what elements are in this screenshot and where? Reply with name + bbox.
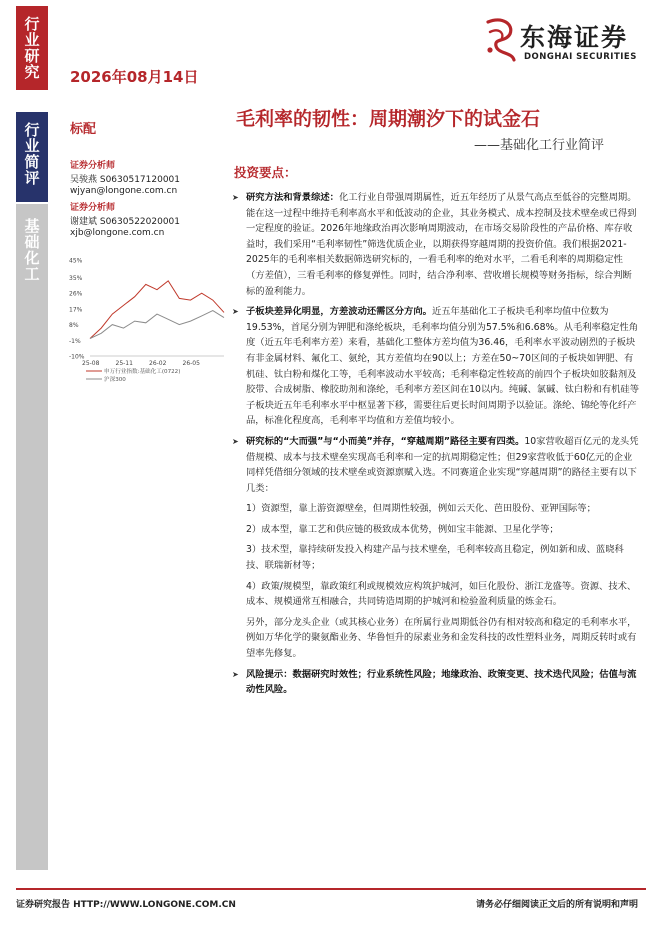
x-tick-label: 26-02 [149,360,167,367]
footer-left: 证券研究报告 HTTP://WWW.LONGONE.COM.CN [16,900,236,910]
logo-text-en: DONGHAI SECURITIES [524,52,637,62]
bullet-arrow-icon: ➤ [232,669,239,679]
x-tick-label: 25-11 [115,360,133,367]
path-item: 3）技术型，靠持续研发投入构建产品与技术壁垒，毛利率较高且稳定，例如新和成、蓝晓科技、联瑞新材等； [246,544,624,572]
bullet-text: 近五年基础化工子板块毛利率均值中位数为19.53%，首尾分别为钾肥和涤纶板块，毛利率均值分别为57.5%和6.68%。从毛利率稳定性角度（近五年毛利率方差）来看，基础化工整体方差均值为36.46，毛利率水平波动剧烈的子板块有非金属材料、氟化工、氨纶，其方差值均在90以上；方差在50~70区间的子板块如钾肥、有机硅、钛白粉和煤化工等，毛利率波动水平较高；毛利率稳定性较高的前四个子板块如胶黏剂及胶带、合成树脂、橡胶助剂和涤纶，毛利率方差区间在10以内。纯碱、氯碱、钛白粉和有机硅等子板块近五年毛利率水平中枢显著下移，需要往后更长时间周期予以验证。涤纶、锦纶等化纤产品，标准化程度高，毛利率平均值和方差值均较小。 [246,306,640,427]
bullet-text: 10家营收超百亿元的龙头凭借规模、成本与技术壁垒实现高毛利率和一定的抗周期稳定性；但29家营收低于60亿元的企业同样凭借细分领域的技术壁垒或资源禀赋入选。不同赛道企业实现“穿越周期”的路径主要有以下几类： [246,435,639,494]
report-subtitle: ——基础化工行业简评 [474,138,605,153]
legend-label: 沪深300 [104,377,126,383]
company-logo [484,14,637,68]
path-item: 另外，部分龙头企业（或其核心业务）在所属行业周期低谷仍有相对较高和稳定的毛利率水平，例如万华化学的聚氨酯业务、华鲁恒升的尿素业务和金发科技的改性塑料业务，周期反转时或有望率先修复。 [246,616,637,660]
performance-chart-svg [66,252,232,388]
analyst-email[interactable]: xjb@longone.com.cn [70,228,165,238]
bullet-heading: 研究标的“大而强”与“小而美”并存，“穿越周期”路径主要有四类。 [246,435,525,447]
logo-mark-icon [484,16,518,66]
footer-disclaimer: 请务必仔细阅读正文后的所有说明和声明 [476,900,639,910]
analyst-name-id: 谢建斌 S0630522020001 [70,217,181,227]
y-tick-label: -10% [69,353,85,361]
report-date: 2026年08月14日 [70,68,199,86]
analyst-name-id: 吴骏燕 S0630517120001 [70,175,181,185]
bullet-arrow-icon: ➤ [232,193,239,202]
report-subtype-tag: 行业简评 [16,112,48,202]
bullet-heading: 研究方法和背景综述： [246,192,339,203]
bullet-item [232,434,640,496]
x-tick-label: 25-08 [82,360,100,367]
bullet-text: 化工行业自带强周期属性，近五年经历了从景气高点至低谷的完整周期。能在这一过程中维持毛利率高水平和低波动的企业，其业务模式、成本控制及技术壁垒或已得到一定程度的验证。2026年地缘政治再次影响周期波动，在市场交易阶段性的产品价格、库存收益时，我们采用“毛利率韧性”筛选优质企业，以期获得穿越周期的投资价值。我们根据2021-2025年的毛利率相关数据筛选研究标的，一看毛利率的绝对水平，二看毛利率的周期稳定性（方差值），三看毛利率的修复弹性。同时，结合净利率、营收增长规模等财务指标，综合判断标的盈利能力。 [246,192,637,297]
bullet-item [232,304,640,429]
series-line-0 [90,281,224,339]
y-tick-label: 45% [69,257,83,265]
path-item: 2）成本型，靠工艺和供应链的极致成本优势，例如宝丰能源、卫星化学等； [246,523,559,535]
x-tick-label: 26-05 [182,360,200,367]
bullet-arrow-icon: ➤ [232,307,239,317]
industry-tag: 基础化工 [16,204,48,870]
logo-text-cn: 东海证券 [520,23,629,52]
analyst-header: 证券分析师 [70,203,116,213]
performance-chart [66,252,232,388]
y-tick-label: 8% [69,322,79,330]
risk-bullet [232,667,640,698]
section-title: 投资要点： [234,165,297,180]
analyst-header: 证券分析师 [70,161,116,171]
y-tick-label: 35% [69,274,83,282]
y-tick-label: 17% [69,306,83,314]
industry-rating: 标配 [70,122,97,137]
series-line-1 [90,311,224,339]
footer-divider [16,888,646,890]
bullet-heading: 子板块差异化明显，方差波动还需区分方向。 [246,306,432,318]
path-item: 1）资源型，靠上游资源壁垒，但周期性较强，例如云天化、芭田股份、亚钾国际等； [246,503,596,515]
risk-text: 风险提示：数据研究时效性；行业系统性风险；地缘政治、政策变更、技术迭代风险；估值与流动性风险。 [246,668,637,696]
y-tick-label: 26% [69,290,83,298]
report-title: 毛利率的韧性：周期潮汐下的试金石 [236,108,541,130]
report-type-tag: 行业研究 [16,6,48,90]
legend-label: 申万行业指数:基础化工(0722) [104,369,181,375]
path-item: 4）政策/规模型，靠政策红利或规模效应构筑护城河，如巨化股份、浙江龙盛等。资源、技术、成本、规模通常互相融合，共同铸造周期的护城河和检验盈利质量的炼金石。 [246,580,637,608]
report-body [232,190,640,703]
y-tick-label: -1% [69,337,81,345]
bullet-arrow-icon: ➤ [232,436,239,446]
bullet-item [232,190,640,299]
analyst-email[interactable]: wjyan@longone.com.cn [70,186,178,196]
